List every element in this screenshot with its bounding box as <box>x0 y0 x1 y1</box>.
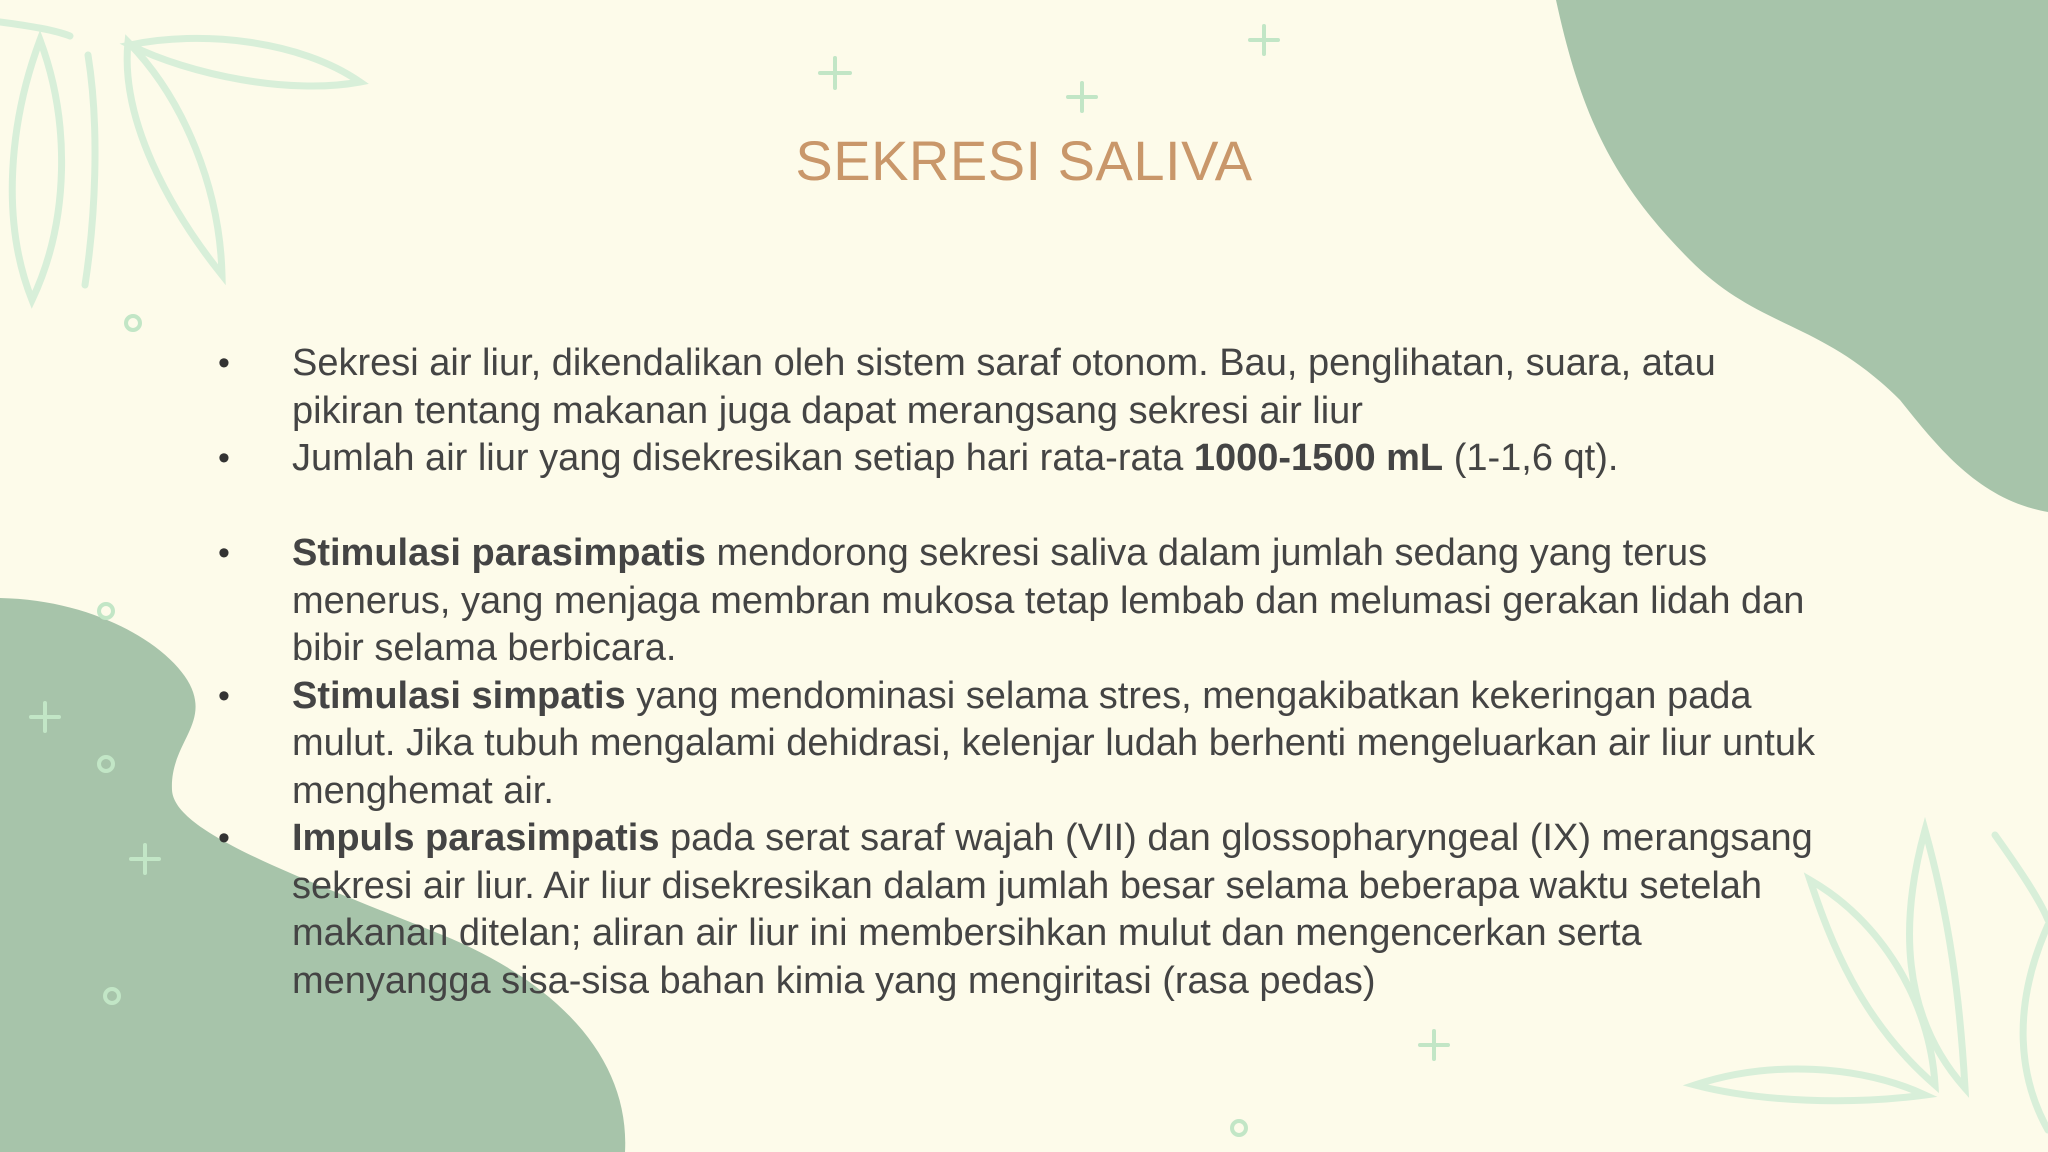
bullet-text: yang mendominasi selama stres, mengakibatkan kekeringan pada mulut. Jika tubuh mengalami dehidrasi, kelenjar ludah berhenti mengeluarkan air liur untuk menghemat air. <box>292 674 1815 812</box>
bullet-text: Jumlah air liur yang disekresikan setiap hari rata-rata <box>292 437 1194 479</box>
bullet-bold-lead: Stimulasi parasimpatis <box>292 532 706 574</box>
bullet-tail: (1-1,6 qt). <box>1443 437 1619 479</box>
bullet-item <box>218 340 1818 435</box>
bullet-text: pada serat saraf wajah (VII) dan glossopharyngeal (IX) merangsang sekresi air liur. Air liur disekresikan dalam jumlah besar selama beberapa waktu setelah makanan ditelan; aliran air liur ini membersihkan mulut dan mengencerkan serta menyangga sisa-sisa bahan kimia yang mengiritasi (rasa pedas) <box>292 817 1813 1002</box>
bullet-bold-lead: Impuls parasimpatis <box>292 817 660 859</box>
bullet-item <box>218 435 1818 483</box>
bullet-bold-value: 1000-1500 mL <box>1193 437 1444 479</box>
bullet-item <box>218 673 1818 816</box>
bullet-item <box>218 530 1818 673</box>
bullet-text: Sekresi air liur, dikendalikan oleh sistem saraf otonom. Bau, penglihatan, suara, atau pikiran tentang makanan juga dapat merangsang sekresi air liur <box>292 342 1716 432</box>
slide-title: SEKRESI SALIVA <box>795 129 1253 192</box>
bullet-text: mendorong sekresi saliva dalam jumlah sedang yang terus menerus, yang menjaga membran mukosa tetap lembab dan melumasi gerakan lidah dan bibir selama berbicara. <box>292 532 1805 669</box>
bullet-item <box>218 815 1818 1005</box>
bullet-list <box>218 340 1818 1005</box>
bullet-bold-lead: Stimulasi simpatis <box>292 674 626 717</box>
